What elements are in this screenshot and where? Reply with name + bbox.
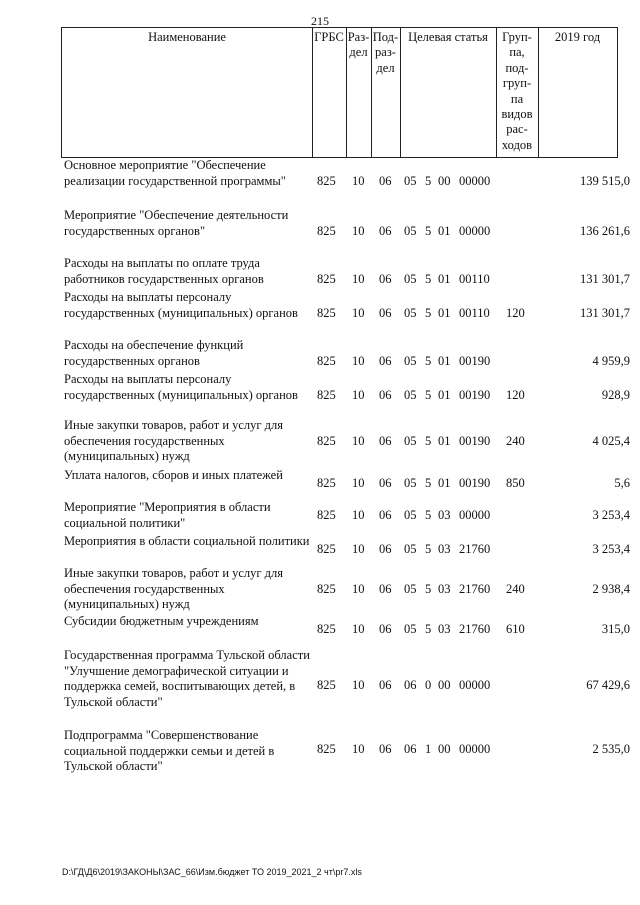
cell-grbs: 825	[317, 742, 336, 756]
cell-amount: 139 515,0	[580, 174, 630, 188]
cell-amount: 131 301,7	[580, 306, 630, 320]
cell-grbs: 825	[317, 582, 336, 596]
cell-c4: 00000	[459, 224, 491, 238]
cell-vr: 120	[506, 306, 525, 320]
cell-c2: 5	[425, 224, 432, 238]
cell-grbs: 825	[317, 388, 336, 402]
cell-c2: 5	[425, 582, 432, 596]
cell-c2: 5	[425, 622, 432, 636]
cell-c2: 5	[425, 354, 432, 368]
header-razdel: Раз- дел	[346, 27, 372, 158]
row-name: Подпрограмма "Совершенствование социальной поддержки семьи и детей в Тульской области"	[64, 728, 275, 773]
cell-amount: 2 938,4	[592, 582, 630, 596]
cell-c1: 05	[404, 174, 417, 188]
cell-c4: 00000	[459, 678, 491, 692]
cell-amount: 315,0	[601, 622, 630, 636]
cell-c3: 01	[438, 434, 451, 448]
cell-c1: 05	[404, 272, 417, 286]
cell-amount: 928,9	[601, 388, 630, 402]
cell-c3: 03	[438, 622, 451, 636]
cell-rz: 10	[352, 388, 365, 402]
cell-c3: 01	[438, 354, 451, 368]
cell-c3: 01	[438, 306, 451, 320]
cell-vr: 610	[506, 622, 525, 636]
page-number: 215	[311, 14, 329, 28]
cell-c3: 00	[438, 742, 451, 756]
cell-c3: 03	[438, 582, 451, 596]
cell-c1: 05	[404, 622, 417, 636]
cell-c4: 00000	[459, 508, 491, 522]
cell-c3: 01	[438, 388, 451, 402]
cell-pr: 06	[379, 678, 392, 692]
cell-vr: 120	[506, 388, 525, 402]
cell-c2: 5	[425, 434, 432, 448]
cell-c4: 00000	[459, 174, 491, 188]
cell-c4: 00110	[459, 272, 490, 286]
cell-c4: 21760	[459, 542, 491, 556]
cell-c1: 05	[404, 306, 417, 320]
row-name: Основное мероприятие "Обеспечение реализации государственной программы"	[64, 158, 286, 188]
cell-rz: 10	[352, 582, 365, 596]
cell-vr: 240	[506, 434, 525, 448]
cell-c1: 05	[404, 224, 417, 238]
cell-c4: 21760	[459, 622, 491, 636]
cell-c4: 00000	[459, 742, 491, 756]
cell-rz: 10	[352, 306, 365, 320]
header-group: Груп- па, под- груп- па видов рас- ходов	[496, 27, 539, 158]
cell-c2: 5	[425, 476, 432, 490]
cell-pr: 06	[379, 476, 392, 490]
cell-pr: 06	[379, 174, 392, 188]
cell-pr: 06	[379, 508, 392, 522]
cell-grbs: 825	[317, 542, 336, 556]
cell-c3: 01	[438, 224, 451, 238]
cell-grbs: 825	[317, 224, 336, 238]
cell-amount: 3 253,4	[592, 508, 630, 522]
cell-c4: 00110	[459, 306, 490, 320]
row-name: Мероприятия в области социальной политики	[64, 534, 310, 548]
cell-pr: 06	[379, 388, 392, 402]
row-name: Иные закупки товаров, работ и услуг для обеспечения государственных (муниципальных) нужд	[64, 566, 284, 611]
cell-c2: 5	[425, 508, 432, 522]
cell-pr: 06	[379, 582, 392, 596]
cell-c3: 00	[438, 678, 451, 692]
cell-c2: 5	[425, 388, 432, 402]
cell-c1: 05	[404, 354, 417, 368]
cell-amount: 4 959,9	[592, 354, 630, 368]
cell-pr: 06	[379, 306, 392, 320]
cell-rz: 10	[352, 434, 365, 448]
cell-rz: 10	[352, 354, 365, 368]
cell-rz: 10	[352, 224, 365, 238]
cell-pr: 06	[379, 272, 392, 286]
cell-vr: 240	[506, 582, 525, 596]
cell-c1: 06	[404, 678, 417, 692]
cell-rz: 10	[352, 542, 365, 556]
cell-grbs: 825	[317, 306, 336, 320]
row-name: Иные закупки товаров, работ и услуг для обеспечения государственных (муниципальных) нужд	[64, 418, 284, 463]
cell-vr: 850	[506, 476, 525, 490]
cell-c4: 21760	[459, 582, 491, 596]
cell-c3: 01	[438, 476, 451, 490]
cell-amount: 131 301,7	[580, 272, 630, 286]
row-name: Мероприятие "Обеспечение деятельности государственных органов"	[64, 208, 289, 238]
cell-c2: 5	[425, 542, 432, 556]
cell-amount: 4 025,4	[592, 434, 630, 448]
cell-grbs: 825	[317, 622, 336, 636]
cell-grbs: 825	[317, 508, 336, 522]
cell-amount: 67 429,6	[586, 678, 630, 692]
cell-c2: 5	[425, 272, 432, 286]
row-name: Расходы на выплаты персоналу государственных (муниципальных) органов	[64, 372, 298, 402]
cell-c4: 00190	[459, 388, 491, 402]
file-path-footer: D:\ГД\Д6\2019\ЗАКОНЫ\ЗАС_66\Изм.бюджет ТО 2019_2021_2 чт\pr7.xls	[62, 867, 362, 877]
cell-rz: 10	[352, 174, 365, 188]
cell-amount: 3 253,4	[592, 542, 630, 556]
cell-grbs: 825	[317, 354, 336, 368]
cell-grbs: 825	[317, 174, 336, 188]
cell-c2: 0	[425, 678, 432, 692]
cell-rz: 10	[352, 508, 365, 522]
cell-pr: 06	[379, 224, 392, 238]
row-name: Расходы на выплаты по оплате труда работников государственных органов	[64, 256, 264, 286]
cell-pr: 06	[379, 742, 392, 756]
header-podrazdel: Под- раз- дел	[371, 27, 401, 158]
row-name: Субсидии бюджетным учреждениям	[64, 614, 259, 628]
row-name: Государственная программа Тульской области "Улучшение демографической ситуации и поддержка семей, воспитывающих детей, в Тульской области"	[64, 648, 310, 709]
header-target: Целевая статья	[400, 27, 497, 158]
cell-rz: 10	[352, 678, 365, 692]
row-name: Расходы на обеспечение функций государственных органов	[64, 338, 244, 368]
cell-rz: 10	[352, 476, 365, 490]
cell-c3: 03	[438, 508, 451, 522]
cell-c4: 00190	[459, 476, 491, 490]
cell-c1: 06	[404, 742, 417, 756]
cell-rz: 10	[352, 622, 365, 636]
cell-c4: 00190	[459, 354, 491, 368]
row-name: Уплата налогов, сборов и иных платежей	[64, 468, 283, 482]
cell-rz: 10	[352, 272, 365, 286]
cell-amount: 5,6	[614, 476, 630, 490]
cell-c1: 05	[404, 508, 417, 522]
cell-grbs: 825	[317, 434, 336, 448]
cell-c1: 05	[404, 434, 417, 448]
cell-c3: 01	[438, 272, 451, 286]
cell-c4: 00190	[459, 434, 491, 448]
cell-pr: 06	[379, 622, 392, 636]
cell-grbs: 825	[317, 476, 336, 490]
row-name: Мероприятие "Мероприятия в области социальной политики"	[64, 500, 271, 530]
cell-grbs: 825	[317, 678, 336, 692]
cell-c2: 5	[425, 306, 432, 320]
cell-amount: 136 261,6	[580, 224, 630, 238]
cell-c2: 1	[425, 742, 432, 756]
header-name: Наименование	[61, 27, 313, 158]
cell-c1: 05	[404, 542, 417, 556]
cell-rz: 10	[352, 742, 365, 756]
row-name: Расходы на выплаты персоналу государственных (муниципальных) органов	[64, 290, 298, 320]
cell-pr: 06	[379, 542, 392, 556]
header-year: 2019 год	[538, 27, 618, 158]
cell-amount: 2 535,0	[592, 742, 630, 756]
cell-c1: 05	[404, 582, 417, 596]
cell-c3: 00	[438, 174, 451, 188]
cell-pr: 06	[379, 354, 392, 368]
cell-pr: 06	[379, 434, 392, 448]
cell-c1: 05	[404, 476, 417, 490]
cell-c2: 5	[425, 174, 432, 188]
cell-c3: 03	[438, 542, 451, 556]
header-grbs: ГРБС	[312, 27, 347, 158]
cell-c1: 05	[404, 388, 417, 402]
cell-grbs: 825	[317, 272, 336, 286]
